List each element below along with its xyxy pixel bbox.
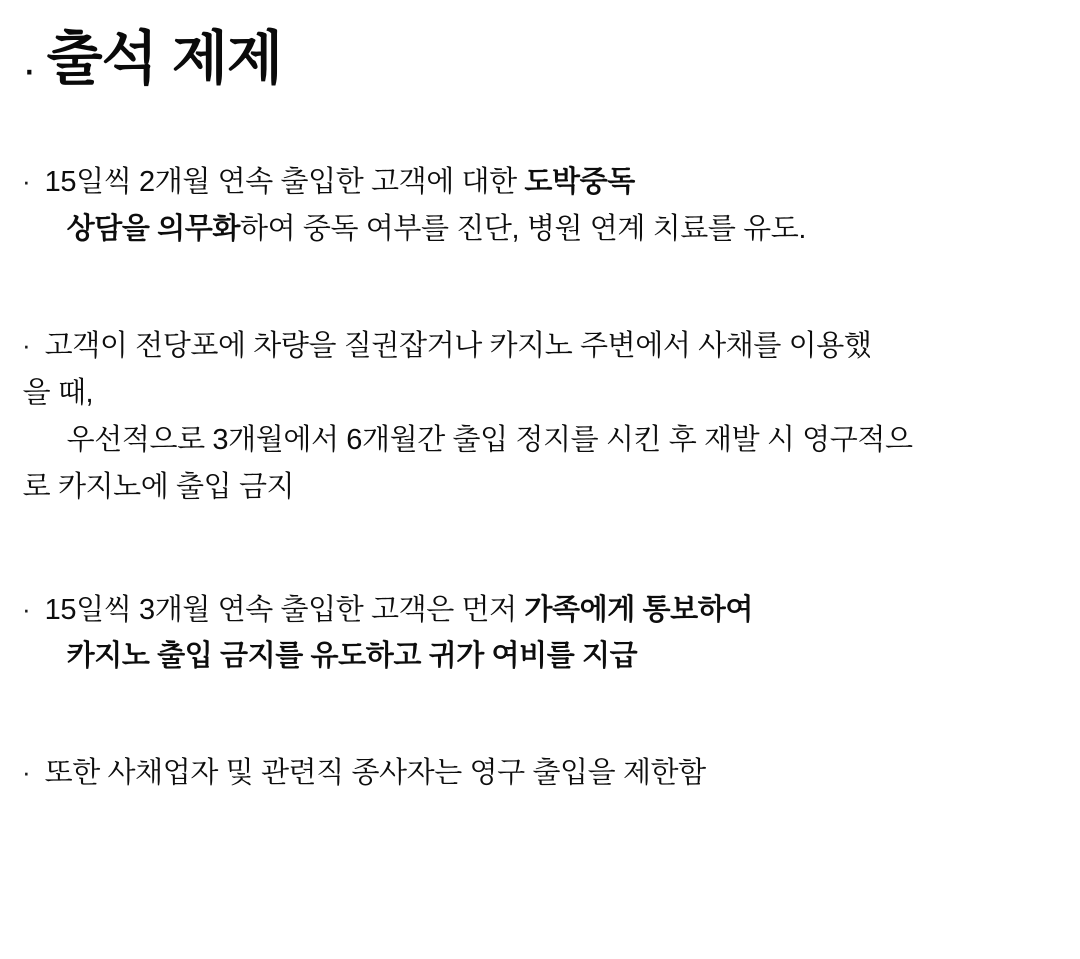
- list-item-body: [45, 159, 806, 253]
- text-line: 고객이 전당포에 차량을 질권잡거나 카지노 주변에서 사채를 이용했: [44, 329, 872, 362]
- title-bullet-icon: ·: [22, 45, 37, 94]
- list-item-body: [22, 323, 913, 511]
- text-run: 15일씩 3개월 연속 출입한 고객은 먼저: [44, 593, 525, 626]
- text-line: 카지노 출입 금지를 유도하고 귀가 여비를 지급: [66, 640, 638, 673]
- text-line: 을 때,: [22, 376, 94, 409]
- text-run-bold: 가족에게 통보하여: [524, 593, 753, 626]
- text-line: [45, 206, 806, 253]
- list-item: [22, 159, 1050, 253]
- text-line: [45, 159, 806, 206]
- text-line: 우선적으로 3개월에서 6개월간 출입 정지를 시킨 후 재발 시 영구적으: [66, 423, 913, 456]
- text-run-bold: 도박중독: [524, 165, 635, 198]
- list-item: [22, 323, 1050, 511]
- page-title: [22, 26, 1050, 93]
- list-item-body: [45, 587, 753, 681]
- list-item: [22, 750, 1050, 797]
- bullet-dot-icon: ·: [22, 165, 31, 196]
- title-text: 출석 제제: [46, 26, 282, 91]
- bullet-dot-icon: ·: [22, 757, 31, 788]
- text-line: 또한 사채업자 및 관련직 종사자는 영구 출입을 제한함: [44, 757, 706, 790]
- list-item-body: [45, 750, 706, 797]
- text-line: 로 카지노에 출입 금지: [22, 470, 295, 503]
- list-item: [22, 587, 1050, 681]
- text-run: 하여 중독 여부를 진단, 병원 연계 치료를 유도.: [240, 212, 806, 245]
- text-run-bold: 상담을 의무화: [66, 212, 241, 245]
- bullet-dot-icon: ·: [22, 593, 31, 624]
- text-line: [45, 587, 753, 634]
- bullet-dot-icon: ·: [22, 329, 31, 360]
- text-run: 15일씩 2개월 연속 출입한 고객에 대한: [44, 165, 525, 198]
